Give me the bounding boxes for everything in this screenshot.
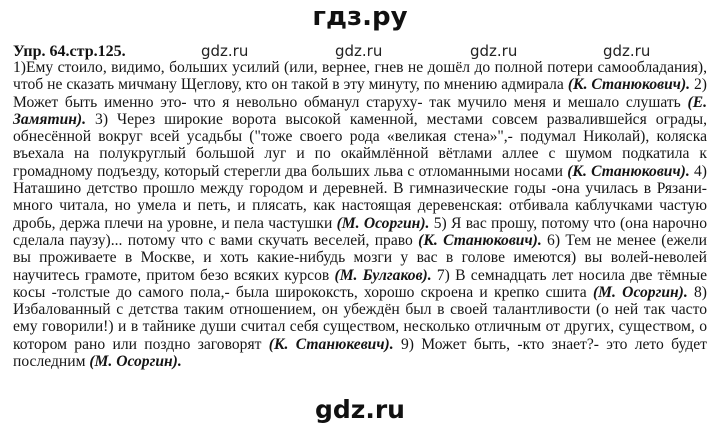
text-segment: 3) Через широкие ворота высокой каменной, местами совсем развалившейся ограды, обнесённой вокруг всей усадьбы ("тоже своего рода «великая стена»",- подумал Николай), коляска въехала на полукруглый большой луг и по окаймлённой вётлами аллее с шумом подкатила к громадному подъезду, который стерегли два больших льва с отломанными носами: [13, 110, 707, 180]
text-segment: 8) Избалованный с детства таким отношением, он убеждён был в своей талантливости (о ней так часто ему говорили!) и в тайнике души считал себя существом, несколько отличным от других, существом, о котором рано или поздно заговорят: [13, 283, 707, 353]
author-attribution: (К. Станюкевич).: [268, 335, 394, 353]
text-segment: 5) Я вас прошу, потому что (она нарочно сделала паузу)... потому что с вами скучать веселей, право: [13, 214, 707, 249]
text-segment: 2) Может быть именно это- что я невольно обманул старуху- так мучило меня и мешало слушать: [13, 76, 707, 111]
watermark-1: gdz.ru: [201, 42, 249, 60]
author-attribution: (К. Станюкович).: [567, 76, 691, 94]
watermark-4: gdz.ru: [603, 42, 651, 60]
author-attribution: (К. Станюкович).: [418, 231, 542, 249]
author-attribution: (Е. Замятин).: [13, 93, 707, 128]
exercise-answer-text: [13, 59, 707, 370]
author-attribution: (М. Осоргин).: [336, 214, 430, 232]
text-segment: 9) Может быть, -кто знает?- это лето будет последним: [13, 335, 707, 371]
author-attribution: (М. Осоргин).: [89, 353, 182, 371]
text-segment: 4) Наташино детство прошло между городом и деревней. В гимназические годы -она училась в Рязани- много читала, но умела и петь, и плясать, как настоящая деревенская: отбивала каблучками частую дробь, держа плечи на уровне, и пела частушки: [13, 162, 707, 232]
author-attribution: (М. Булгаков).: [334, 266, 432, 284]
site-logo-bottom[interactable]: gdz.ru: [315, 395, 405, 424]
author-attribution: (М. Осоргин).: [592, 283, 688, 301]
site-logo-top[interactable]: гдз.ру: [312, 2, 408, 32]
watermark-3: gdz.ru: [470, 42, 518, 60]
text-segment: 7) В семнадцать лет носила две тёмные косы -толстые до самого пола,- была ширококсть, хорошо скроена и крепко сшита: [13, 266, 708, 301]
text-segment: 1)Ему стоило, видимо, больших усилий (или, вернее, гнев не дошёл до полной потери самообладания), чтоб не сказать мичману Щеглову, кто он такой в эту минуту, по мнению адмирала: [13, 59, 707, 94]
text-segment: 6) Тем не менее (ежели вы проживаете в Москве, и хоть какие-нибудь мозги у вас в голове имеются) вы волей-неволей научитесь грамоте, притом безо всяких курсов: [13, 231, 707, 284]
author-attribution: (К. Станюкович).: [567, 162, 690, 180]
exercise-header: Упр. 64.стр.125.: [13, 43, 126, 60]
watermark-2: gdz.ru: [335, 42, 383, 60]
